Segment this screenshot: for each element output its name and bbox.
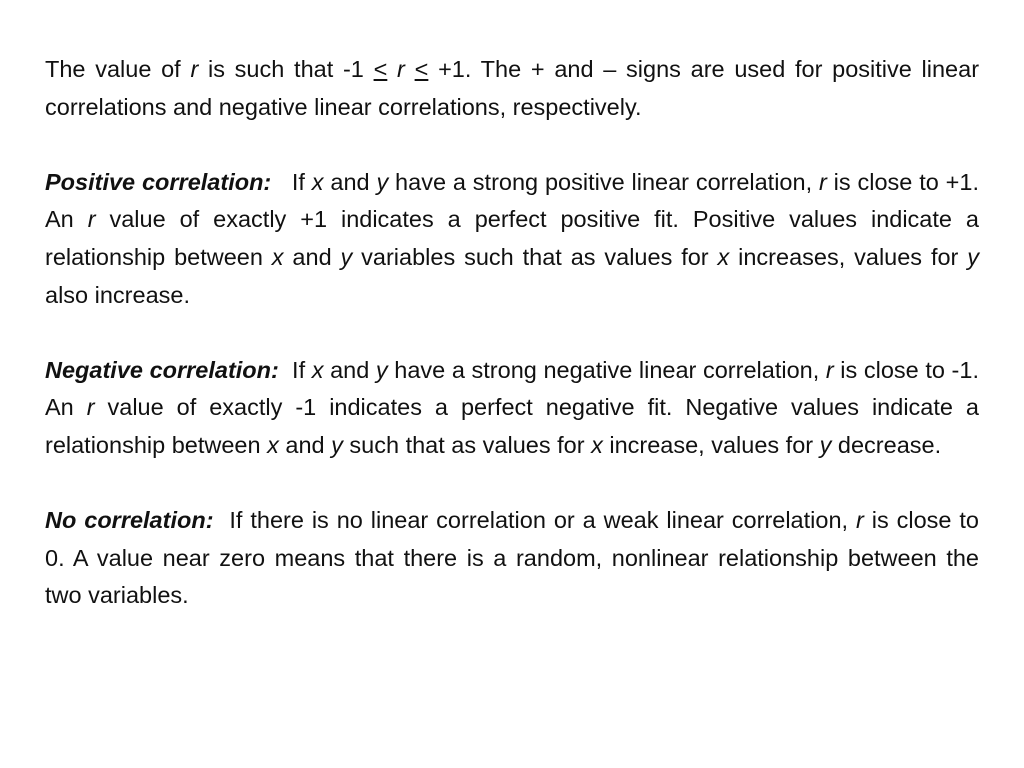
negative-text-3: have a strong negative linear correlation,	[387, 356, 826, 383]
variable-r: r	[190, 56, 199, 82]
variable-y: y	[331, 431, 343, 458]
negative-text-6: and	[278, 431, 332, 458]
positive-correlation-term: Positive correlation:	[45, 168, 272, 195]
less-equal-sign: <	[414, 56, 429, 82]
variable-r: r	[86, 394, 95, 421]
variable-y: y	[967, 243, 979, 270]
variable-x: x	[311, 168, 324, 195]
positive-text-6: and	[283, 243, 341, 270]
variable-r: r	[397, 56, 405, 82]
variable-r: r	[825, 356, 834, 383]
intro-text-1: The value of	[45, 56, 191, 82]
variable-x: x	[271, 243, 284, 270]
variable-y: y	[375, 356, 388, 383]
negative-correlation-term: Negative correlation:	[45, 356, 279, 383]
variable-x: x	[267, 431, 279, 458]
variable-x: x	[591, 431, 603, 458]
variable-y: y	[819, 431, 832, 458]
positive-text-7: variables such that as values for	[352, 243, 718, 270]
intro-text-2: is such that -1	[198, 56, 374, 82]
variable-r: r	[855, 507, 864, 534]
no-correlation-paragraph	[45, 502, 979, 615]
slide-body	[45, 51, 979, 615]
negative-correlation-paragraph	[45, 352, 979, 465]
positive-text-5: value of exactly +1 indicates a perfect positive fit. Positive values indicate a relationship between	[45, 206, 979, 270]
positive-text-2: and	[323, 168, 377, 195]
intro-text-4	[405, 56, 415, 82]
negative-text-5: value of exactly -1 indicates a perfect negative fit. Negative values indicate a relationship between	[45, 394, 979, 458]
variable-r: r	[87, 206, 96, 233]
intro-text-3	[387, 56, 397, 82]
negative-text-1: If	[278, 356, 312, 383]
no-correlation-term: No correlation:	[45, 507, 214, 534]
variable-x: x	[311, 356, 324, 383]
negative-text-4: is close to -1. An	[45, 356, 979, 421]
none-text-1: If there is no linear correlation or a weak linear correlation,	[213, 507, 856, 534]
positive-text-4: is close to +1. An	[45, 168, 979, 233]
positive-text-1: If	[271, 168, 312, 195]
variable-x: x	[717, 243, 730, 270]
negative-text-7: such that as values for	[342, 431, 592, 458]
negative-text-9: decrease.	[831, 431, 942, 458]
intro-text-5: +1. The + and – signs are used for positive linear correlations and negative linear correlations, respectively.	[45, 56, 980, 120]
positive-text-3: have a strong positive linear correlation,	[388, 168, 819, 195]
positive-text-9: also increase.	[45, 281, 190, 308]
positive-correlation-paragraph	[45, 164, 979, 314]
variable-r: r	[818, 168, 827, 195]
less-equal-sign: <	[373, 56, 388, 82]
negative-text-8: increase, values for	[602, 431, 820, 458]
negative-text-2: and	[323, 356, 376, 383]
positive-text-8: increases, values for	[729, 243, 968, 270]
variable-y: y	[376, 168, 389, 195]
none-text-2: is close to 0. A value near zero means that there is a random, nonlinear relationship between the two variables.	[45, 507, 979, 609]
variable-y: y	[340, 243, 353, 270]
intro-paragraph	[45, 51, 979, 126]
